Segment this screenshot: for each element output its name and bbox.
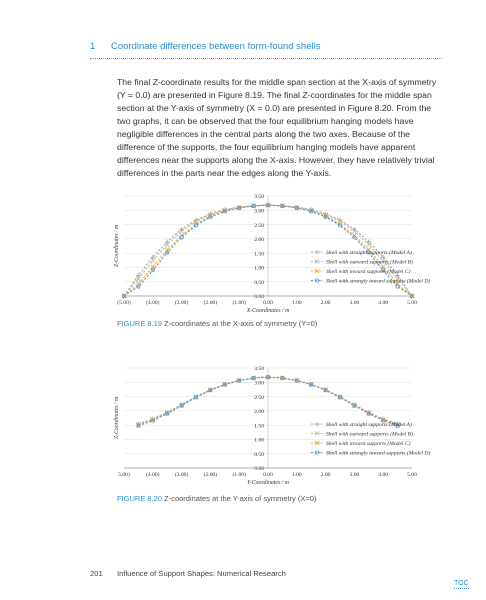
- legend-label: Shell with straight supports (Model A): [326, 250, 412, 256]
- figure-8-19-caption-text: Z-coordinates at the X-axis of symmetry (Y=0): [164, 319, 318, 328]
- x-tick-label: 5.00: [407, 472, 417, 478]
- data-point: [396, 285, 399, 288]
- legend-label: Shell with straight supports (Model A): [326, 422, 412, 428]
- y-tick-label: 1.00: [254, 265, 264, 272]
- x-tick-label: 4.00: [378, 300, 389, 306]
- page-number: 201: [90, 569, 103, 578]
- y-tick-label: 3.00: [254, 380, 264, 387]
- figure-8-20: [110, 362, 440, 497]
- x-tick-label: (3.00): [174, 472, 189, 478]
- y-tick-label: 1.00: [254, 437, 264, 444]
- y-tick-label: 1.50: [254, 251, 264, 258]
- x-axis-label: X-Coordinates / m: [246, 308, 290, 314]
- figure-8-20-chart: [110, 362, 440, 497]
- x-axis-label: Y-Coordinates / m: [247, 480, 289, 486]
- figure-8-19-label: FIGURE 8.19: [117, 319, 163, 328]
- x-tick-label: (4.00): [146, 300, 160, 306]
- section-title: Coordinate differences between form-found shells: [111, 41, 321, 52]
- data-point: [352, 227, 356, 231]
- figure-8-19-chart: [110, 190, 440, 325]
- legend-item-2: [311, 440, 411, 447]
- y-tick-label: 2.50: [254, 394, 264, 401]
- legend-item-2: [311, 268, 411, 275]
- x-tick-label: (4.00): [146, 472, 160, 478]
- legend-label: Shell with strongly inward supports (Model D): [326, 450, 431, 457]
- x-tick-label: 2.00: [320, 472, 331, 478]
- legend-item-3: [311, 278, 430, 285]
- y-tick-label: 3.00: [254, 208, 264, 215]
- data-point: [353, 236, 356, 239]
- y-tick-label: 2.00: [254, 409, 264, 416]
- x-tick-label: 0.00: [263, 472, 273, 478]
- x-tick-label: 5.00): [118, 472, 130, 478]
- x-tick-label: 0.00: [263, 300, 273, 306]
- x-tick-label: 3.00: [349, 472, 360, 478]
- legend-label: Shell with strongly inward supports (Model D): [326, 278, 431, 285]
- figure-8-20-caption: [117, 494, 316, 503]
- body-paragraph: The final Z-coordinate results for the middle span section at the X-axis of symmetry (Y = 0.0) are presented in Figure 8.19. The final Z-coordinates for the middle span section at the Y-axis of symmetry (X = 0.0) are presented in Figure 8.20. From the two graphs, it can be observed that the four equilibrium hanging models have negligible differences in the central parts along the two axes. Because of the difference of the supports, the four equilibrium hanging models have apparent differences near the supports along the X-axis. However, they have relatively trivial differences in the parts near the edges along the Y-axis.: [117, 77, 437, 178]
- legend-item-1: [311, 431, 413, 438]
- x-tick-label: (5.00): [117, 300, 131, 306]
- x-tick-label: 4.00: [378, 472, 389, 478]
- legend-label: Shell with inward supports (Model C): [326, 269, 411, 275]
- x-tick-label: 3.00: [349, 300, 360, 306]
- figure-8-20-caption-text: Z-coordinates at the Y-axis of symmetry (X=0): [164, 494, 317, 503]
- x-tick-label: 5.00: [407, 300, 417, 306]
- y-tick-label: 0.00: [254, 294, 264, 301]
- x-tick-label: 2.00: [320, 300, 331, 306]
- y-tick-label: 1.50: [254, 423, 264, 430]
- y-tick-label: 0.00: [254, 466, 264, 473]
- section-number: 1: [90, 41, 96, 52]
- legend-label: Shell with inward supports (Model C): [326, 441, 411, 447]
- x-tick-label: 1.00: [291, 300, 302, 306]
- y-axis-label: Z-Coordinates / m: [114, 224, 120, 268]
- data-point: [315, 422, 319, 426]
- y-tick-label: 3.50: [254, 194, 264, 201]
- legend-item-0: [311, 249, 412, 256]
- legend-item-1: [311, 259, 413, 266]
- legend-item-3: [311, 450, 430, 457]
- legend-item-0: [311, 421, 412, 428]
- x-tick-label: (3.00): [174, 300, 189, 306]
- y-tick-label: 2.50: [254, 222, 264, 229]
- figure-8-19-caption: [117, 319, 317, 328]
- x-tick-label: (1.00): [232, 472, 246, 478]
- y-tick-label: 0.50: [254, 279, 264, 286]
- y-axis-label: Z-Coordinates / m: [114, 396, 120, 440]
- y-tick-label: 2.00: [254, 237, 264, 244]
- y-tick-label: 3.50: [254, 366, 264, 373]
- figure-8-19: [110, 190, 440, 325]
- running-title: Influence of Support Shapes: Numerical Research: [117, 569, 286, 578]
- figure-8-20-label: FIGURE 8.20: [117, 494, 163, 503]
- x-tick-label: 1.00: [291, 472, 302, 478]
- data-point: [315, 250, 319, 254]
- y-tick-label: 0.50: [254, 451, 264, 458]
- x-tick-label: (2.00): [203, 300, 218, 306]
- toc-link[interactable]: TOC: [454, 580, 469, 587]
- x-tick-label: (2.00): [203, 472, 218, 478]
- legend-label: Shell with outward supports (Model B): [326, 431, 413, 438]
- x-tick-label: (1.00): [232, 300, 246, 306]
- data-point: [180, 236, 183, 239]
- section-header: [90, 40, 442, 59]
- legend-label: Shell with outward supports (Model B): [326, 259, 413, 266]
